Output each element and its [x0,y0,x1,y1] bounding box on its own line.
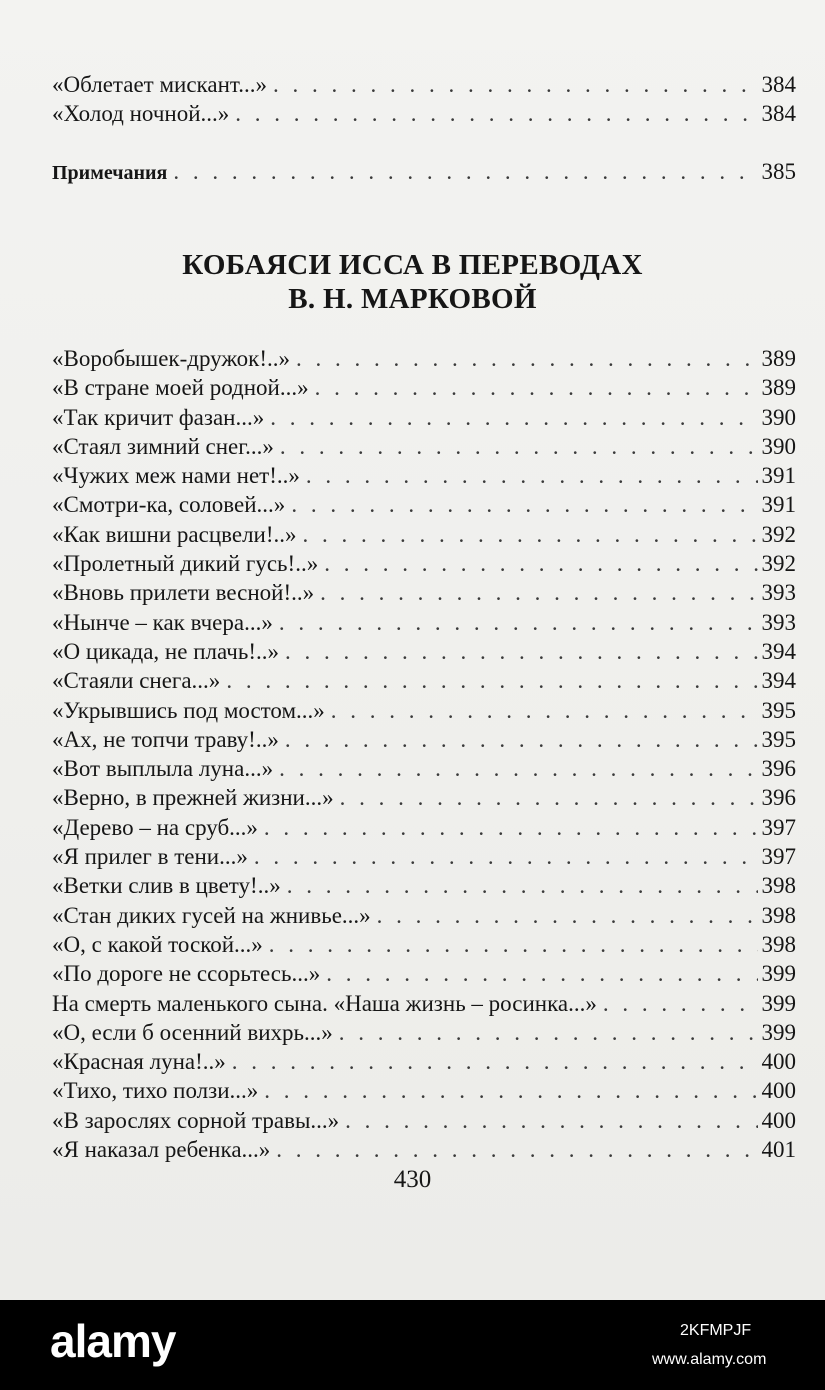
toc-entry [52,490,796,519]
toc-entry [52,754,796,783]
toc-entry-title: На смерть маленького сына. «Наша жизнь – росинка...» [52,990,597,1016]
toc-entry-title: «Воробышек-дружок!..» [52,346,290,371]
toc-entry [52,99,796,128]
dot-leader [285,725,758,754]
toc-entry-title: «Смотри-ка, соловей...» [52,492,286,518]
toc-entry-page: 384 [761,72,796,97]
toc-top-list [52,70,796,129]
notes-page: 385 [761,159,796,184]
toc-entry-title: «Так кричит фазан...» [52,404,265,430]
image-url: www.alamy.com [652,1351,767,1368]
toc-entry-title: «Стаяли снега...» [52,668,221,694]
watermark-banner [0,1300,825,1390]
dot-leader [226,666,757,695]
toc-entry-page: 398 [761,902,796,928]
toc-entry-page: 400 [761,1107,796,1133]
toc-entry [52,70,796,99]
toc-entry-page: 401 [761,1137,796,1163]
toc-entry-page: 390 [761,433,796,459]
dot-leader [291,490,757,519]
toc-entry [52,725,796,754]
toc-entry-title: «В стране моей родной...» [52,375,309,401]
toc-entry-page: 400 [761,1078,796,1104]
toc-entry-title: «Холод ночной...» [52,101,230,127]
toc-entry-title: «Я наказал ребенка...» [52,1137,271,1163]
toc-entry-page: 399 [761,990,796,1016]
dot-leader [303,520,758,549]
dot-leader [264,813,758,842]
page-number: 430 [393,1166,432,1193]
toc-entry-page: 399 [761,961,796,987]
toc-entry-title: «Чужих меж нами нет!..» [52,463,300,489]
toc-entry-page: 392 [761,521,796,547]
toc-entry [52,461,796,490]
toc-entry-title: «Вот выплыла луна...» [52,756,274,782]
dot-leader [276,1135,757,1164]
dot-leader [315,373,758,402]
dot-leader [340,783,758,812]
dot-leader [279,608,758,637]
toc-entry-title: «Я прилег в тени...» [52,844,248,870]
toc-entry [52,432,796,461]
toc-entry [52,666,796,695]
toc-entry [52,578,796,607]
toc-entry [52,930,796,959]
toc-entry-title: «Укрывшись под мостом...» [52,697,325,723]
dot-leader [254,842,758,871]
toc-entry-title: «Стан диких гусей на жнивье...» [52,902,371,928]
toc-entry [52,989,796,1018]
toc-entry-title: «Нынче – как вчера...» [52,609,273,635]
toc-entry-title: «Пролетный дикий гусь!..» [52,551,319,577]
dot-leader [326,959,757,988]
dot-leader [173,157,757,186]
toc-entry [52,1047,796,1076]
toc-entry-page: 399 [761,1019,796,1045]
toc-entry [52,696,796,725]
toc-entry [52,608,796,637]
dot-leader [345,1106,757,1135]
toc-entry-title: «По дороге не ссорьтесь...» [52,961,321,987]
toc-entry-page: 392 [761,551,796,577]
dot-leader [270,403,757,432]
toc-entry-title: «Ах, не топчи траву!..» [52,726,279,752]
section-heading-line2: В. Н. МАРКОВОЙ [288,283,537,315]
dot-leader [273,70,758,99]
toc-entry [52,403,796,432]
toc-entry-title: «О, с какой тоской...» [52,931,263,957]
toc-entry-page: 396 [761,785,796,811]
dot-leader [232,1047,758,1076]
section-heading-line1: КОБАЯСИ ИССА В ПЕРЕВОДАХ [182,249,643,281]
toc-entry [52,813,796,842]
toc-entry [52,637,796,666]
toc-entry [52,1076,796,1105]
toc-entry [52,520,796,549]
toc-main-list [52,344,796,1164]
toc-entry-title: «Верно, в прежней жизни...» [52,785,334,811]
image-id: 2KFMPJF [680,1322,752,1339]
dot-leader [306,461,758,490]
toc-entry-title: «Стаял зимний снег...» [52,433,274,459]
notes-entry-wrap [52,157,796,186]
toc-entry-title: «Ветки слив в цвету!..» [52,873,281,899]
toc-entry-title: «Облетает мискант...» [52,72,267,97]
toc-entry-page: 400 [761,1049,796,1075]
toc-entry-page: 394 [761,638,796,664]
toc-entry-page: 390 [761,404,796,430]
toc-entry [52,901,796,930]
toc-entry-page: 397 [761,844,796,870]
toc-entry-title: «Красная луна!..» [52,1049,226,1075]
dot-leader [339,1018,758,1047]
toc-entry-page: 398 [761,931,796,957]
dot-leader [285,637,758,666]
toc-entry-title: «Тихо, тихо ползи...» [52,1078,259,1104]
toc-entry [52,783,796,812]
notes-title: Примечания [52,162,168,184]
notes-entry [52,157,796,186]
toc-entry-page: 384 [761,101,796,127]
toc-entry-page: 393 [761,580,796,606]
dot-leader [603,989,758,1018]
toc-entry [52,842,796,871]
toc-entry-page: 389 [761,346,796,371]
toc-entry-page: 397 [761,814,796,840]
toc-entry-page: 394 [761,668,796,694]
dot-leader [296,344,758,373]
toc-entry-title: «В зарослях сорной травы...» [52,1107,340,1133]
toc-entry-title: «Как вишни расцвели!..» [52,521,297,547]
toc-entry-title: «О цикада, не плачь!..» [52,638,279,664]
toc-entry-page: 396 [761,756,796,782]
toc-entry [52,1135,796,1164]
toc-entry-page: 389 [761,375,796,401]
dot-leader [287,871,758,900]
dot-leader [235,99,757,128]
toc-entry-title: «Дерево – на сруб...» [52,814,258,840]
alamy-logo: alamy [50,1315,176,1367]
toc-entry-page: 393 [761,609,796,635]
toc-entry-page: 391 [761,463,796,489]
toc-entry-page: 395 [761,697,796,723]
dot-leader [269,930,758,959]
toc-entry [52,549,796,578]
toc-entry [52,344,796,373]
toc-entry-page: 391 [761,492,796,518]
toc-entry-page: 398 [761,873,796,899]
dot-leader [331,696,758,725]
toc-entry-title: «Вновь прилети весной!..» [52,580,315,606]
toc-entry [52,1106,796,1135]
toc-entry [52,1018,796,1047]
dot-leader [324,549,757,578]
dot-leader [264,1076,757,1105]
dot-leader [279,754,757,783]
toc-entry-title: «О, если б осенний вихрь...» [52,1019,333,1045]
dot-leader [320,578,757,607]
toc-entry-page: 395 [761,726,796,752]
toc-entry [52,373,796,402]
toc-entry [52,871,796,900]
dot-leader [377,901,758,930]
dot-leader [280,432,758,461]
toc-entry [52,959,796,988]
